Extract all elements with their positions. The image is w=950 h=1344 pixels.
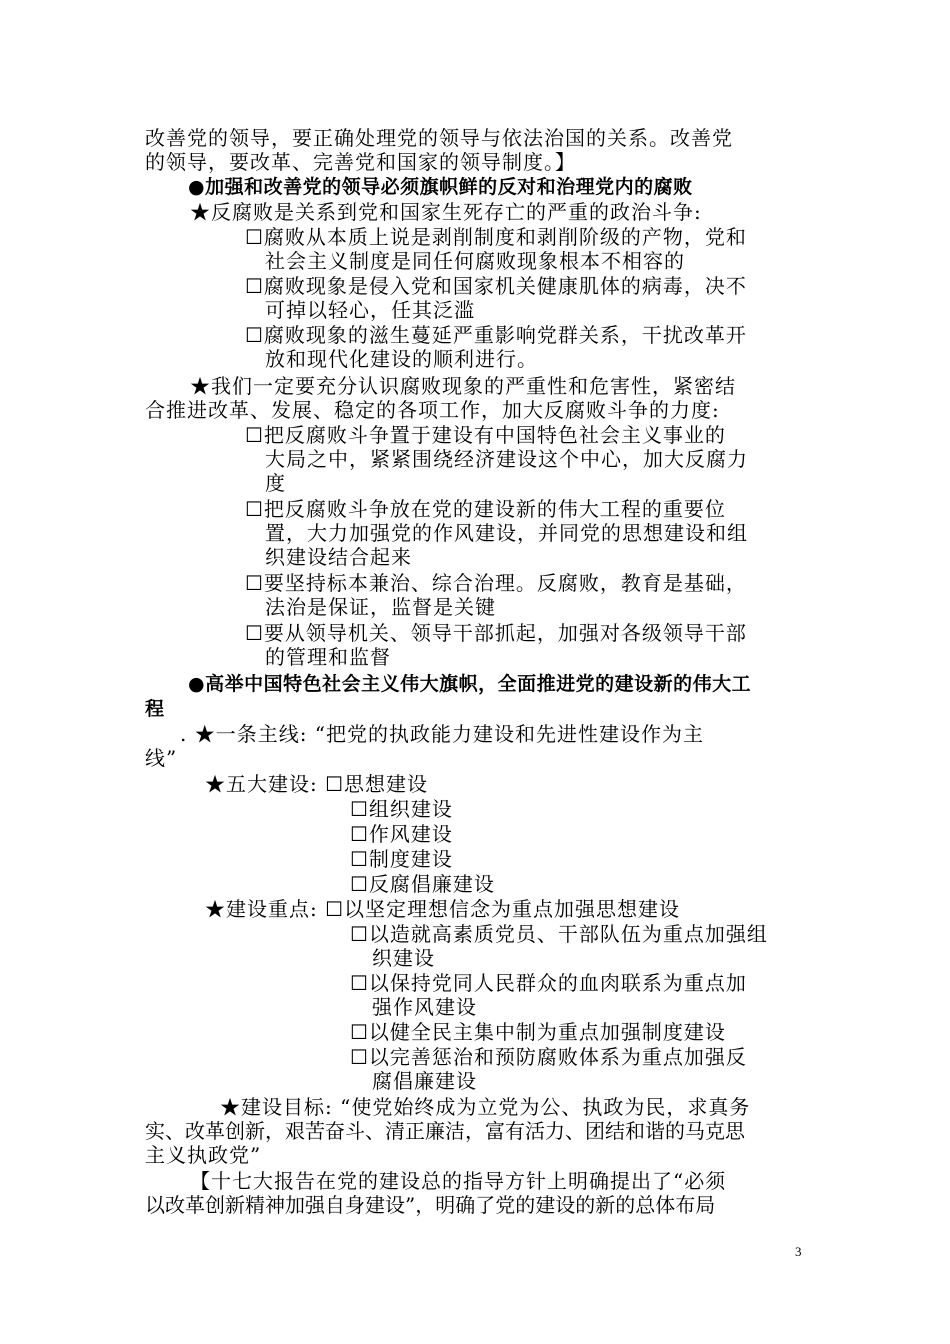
text-line: 合推进改革、发展、稳定的各项工作，加大反腐败斗争的力度: — [145, 398, 720, 422]
section-heading: ●加强和改善党的领导必须旗帜鲜的反对和治理党内的腐败 — [188, 176, 693, 198]
text-line: 线” — [145, 746, 178, 770]
section-heading-cont: 程 — [145, 698, 165, 720]
star-item: ★五大建设: ☐思想建设 — [205, 772, 429, 796]
text-line: 腐倡廉建设 — [372, 1069, 477, 1093]
box-item: ☐把反腐败斗争置于建设有中国特色社会主义事业的 — [245, 423, 726, 447]
text-line: 置，大力加强党的作风建设，并同党的思想建设和组 — [265, 521, 748, 545]
box-item: ☐以保持党同人民群众的血肉联系为重点加 — [350, 971, 747, 995]
box-item: ☐腐败从本质上说是剥削制度和剥削阶级的产物，党和 — [245, 225, 747, 249]
text-line: 法治是保证，监督是关键 — [265, 595, 496, 619]
box-item: ☐要坚持标本兼治、综合治理。反腐败，教育是基础， — [245, 571, 747, 595]
box-item: ☐把反腐败斗争放在党的建设新的伟大工程的重要位 — [245, 497, 726, 521]
text-line: 强作风建设 — [372, 995, 477, 1019]
text-line: 实、改革创新，艰苦奋斗、清正廉洁，富有活力、团结和谐的马克思 — [145, 1119, 745, 1143]
text-line: 织建设结合起来 — [265, 545, 412, 569]
star-item: . ★一条主线: “把党的执政能力建设和先进性建设作为主 — [180, 722, 705, 746]
star-item: ★建设重点: ☐以坚定理想信念为重点加强思想建设 — [205, 897, 681, 921]
page-number: 3 — [795, 1244, 802, 1259]
text-line: 的领导，要改革、完善党和国家的领导制度。】 — [145, 150, 576, 174]
box-item: ☐作风建设 — [350, 822, 453, 846]
box-item: ☐组织建设 — [350, 797, 453, 821]
section-heading: ●高举中国特色社会主义伟大旗帜，全面推进党的建设新的伟大工 — [188, 673, 752, 695]
text-line: 社会主义制度是同任何腐败现象根本不相容的 — [265, 249, 685, 273]
box-item: ☐腐败现象的滋生蔓延严重影响党群关系，干扰改革开 — [245, 323, 747, 347]
text-line: 度 — [265, 471, 286, 495]
box-item: ☐反腐倡廉建设 — [350, 872, 495, 896]
box-item: ☐腐败现象是侵入党和国家机关健康肌体的病毒，决不 — [245, 274, 747, 298]
star-item: ★我们一定要充分认识腐败现象的严重性和危害性，紧密结 — [190, 374, 736, 398]
box-item: ☐要从领导机关、领导干部抓起，加强对各级领导干部 — [245, 621, 747, 645]
text-line: 的管理和监督 — [265, 645, 391, 669]
star-item: ★建设目标: “使党始终成为立党为公、执政为民，求真务 — [220, 1095, 751, 1119]
text-line: 可掉以轻心，任其泛滥 — [265, 298, 475, 322]
box-item: ☐以完善惩治和预防腐败体系为重点加强反 — [350, 1045, 747, 1069]
text-line: 【十七大报告在党的建设总的指导方针上明确提出了“必须 — [190, 1169, 727, 1193]
text-line: 放和现代化建设的顺利进行。 — [265, 347, 538, 371]
box-item: ☐制度建设 — [350, 847, 453, 871]
box-item: ☐以造就高素质党员、干部队伍为重点加强组 — [350, 922, 768, 946]
text-line: 主义执政党” — [145, 1143, 262, 1167]
box-item: ☐以健全民主集中制为重点加强制度建设 — [350, 1020, 726, 1044]
text-line: 改善党的领导，要正确处理党的领导与依法治国的关系。改善党 — [145, 126, 733, 150]
text-line: 大局之中，紧紧围绕经济建设这个中心，加大反腐力 — [265, 447, 748, 471]
star-item: ★反腐败是关系到党和国家生死存亡的严重的政治斗争: — [190, 200, 702, 224]
text-line: 以改革创新精神加强自身建设”，明确了党的建设的新的总体布局 — [145, 1193, 716, 1217]
text-line: 织建设 — [372, 946, 435, 970]
